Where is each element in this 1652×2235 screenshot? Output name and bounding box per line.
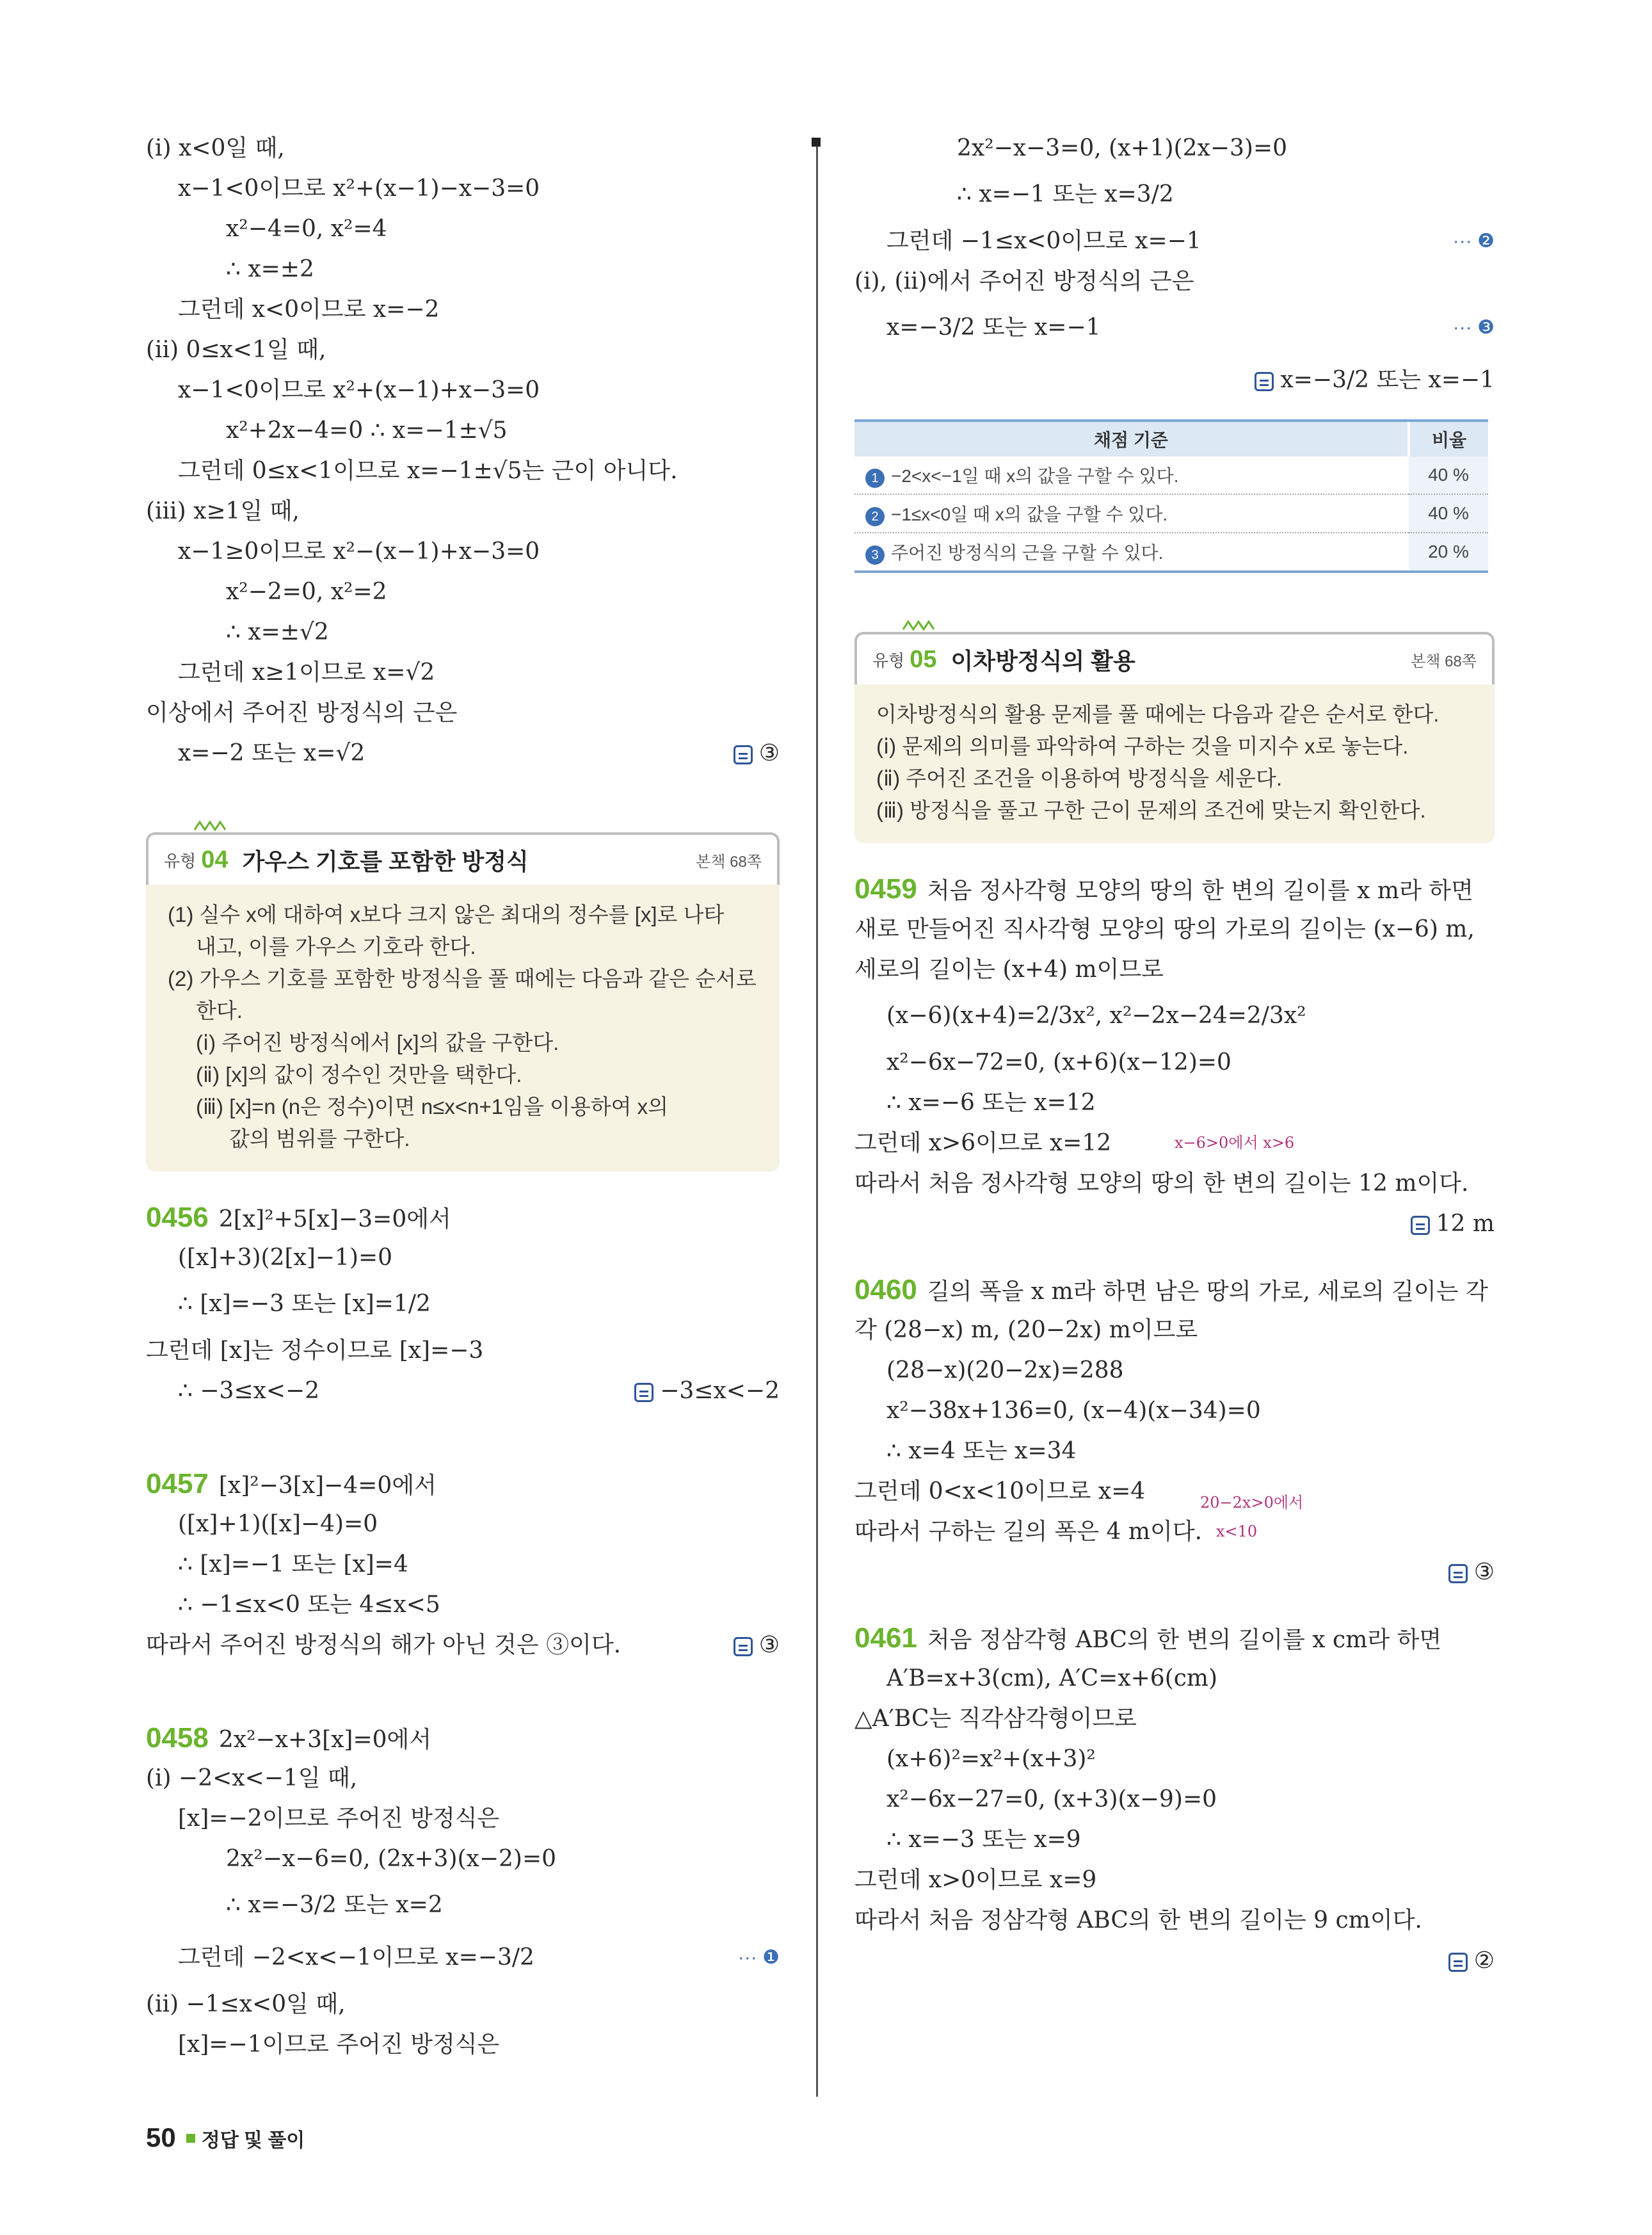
solution-line: ∴ x=±2 (226, 256, 314, 282)
spacer (854, 573, 1495, 625)
solution-text: 그런데 x>6이므로 x=12 (854, 1130, 1112, 1156)
grading-criterion (854, 533, 1409, 572)
solution-line (854, 302, 1495, 354)
solution-text: x=−3/2 또는 x=−1 (886, 314, 1101, 341)
solution-line: 새로 만들어진 직사각형 모양의 땅의 가로의 길이는 (x−6) m, (854, 916, 1475, 942)
margin-note: x<10 (1216, 1522, 1258, 1540)
answer-mark (734, 1625, 780, 1665)
grading-text: 주어진 방정식의 근을 구할 수 있다. (891, 543, 1164, 563)
solution-line: [x]=−1이므로 주어진 방정식은 (178, 2031, 500, 2058)
solution-line: x−1<0이므로 x²+(x−1)−x−3=0 (178, 175, 540, 202)
margin-note: 20−2x>0에서 (1200, 1494, 1304, 1512)
type-box-05 (854, 632, 1495, 843)
grading-criterion (854, 456, 1409, 494)
solution-line: A′B=x+3(cm), A′C=x+6(cm) (886, 1665, 1218, 1691)
spacer (146, 1411, 780, 1464)
answer-mark (854, 1940, 1495, 1981)
problem-number: 0457 (146, 1468, 209, 1499)
type-box-header (146, 832, 780, 885)
solution-line: 그런데 x>0이므로 x=9 (854, 1867, 1097, 1893)
solution-text: ∴ −3≤x<−2 (178, 1378, 320, 1404)
solution-line (146, 733, 780, 773)
type-reference: 본책 68쪽 (696, 853, 762, 871)
type-number: 04 (201, 846, 229, 873)
answer-value: ③ (758, 1632, 780, 1658)
footer-title: 정답 및 풀이 (201, 2130, 305, 2151)
answer-mark (854, 354, 1495, 407)
solution-text: 처음 정삼각형 ABC의 한 변의 길이를 x cm라 하면 (927, 1627, 1442, 1653)
solution-text: x=−2 또는 x=√2 (178, 740, 365, 766)
solution-line (854, 221, 1495, 261)
problem-number: 0460 (854, 1274, 917, 1305)
solution-line: 이상에서 주어진 방정식의 근은 (146, 700, 458, 726)
type-text: 이차방정식의 활용 문제를 풀 때에는 다음과 같은 순서로 한다. (876, 702, 1439, 726)
grading-header-row (854, 421, 1488, 456)
answer-icon (1448, 1953, 1468, 1972)
answer-icon (734, 745, 753, 764)
problem-0456 (146, 1197, 780, 1238)
grading-row (854, 533, 1488, 572)
solution-line: △A′BC는 직각삼각형이므로 (854, 1706, 1137, 1732)
solution-text: 처음 정사각형 모양의 땅의 한 변의 길이를 x m라 하면 (927, 878, 1473, 904)
answer-value: ③ (758, 740, 780, 766)
grading-row (854, 494, 1488, 533)
answer-value: −3≤x<−2 (660, 1378, 780, 1404)
solution-line: 2x²−x−6=0, (2x+3)(x−2)=0 (226, 1846, 557, 1872)
solution-line (854, 1123, 1495, 1163)
solution-line: 따라서 처음 정사각형 모양의 땅의 한 변의 길이는 12 m이다. (854, 1170, 1469, 1197)
step-circle: 3 (865, 545, 885, 565)
wave-icon (902, 618, 936, 632)
spacer (146, 1665, 780, 1718)
solution-text: 그런데 −1≤x<0이므로 x=−1 (886, 228, 1201, 254)
problem-0457 (146, 1464, 780, 1504)
solution-line: 그런데 0≤x<1이므로 x=−1±√5는 근이 아니다. (178, 458, 678, 484)
solution-text: 길의 폭을 x m라 하면 남은 땅의 가로, 세로의 길이는 각 (927, 1279, 1488, 1305)
solution-line: ∴ x=−3 또는 x=9 (886, 1827, 1081, 1853)
solution-line: (ⅱ) 0≤x<1일 때, (146, 337, 326, 363)
type-text: 내고, 이를 가우스 기호라 한다. (196, 935, 476, 958)
solution-line: 그런데 x≥1이므로 x=√2 (178, 659, 435, 686)
solution-text: 따라서 구하는 길의 폭은 4 m이다. (854, 1519, 1203, 1545)
solution-line (854, 1512, 1495, 1552)
solution-line (146, 1932, 780, 1984)
solution-line: 따라서 처음 정삼각형 ABC의 한 변의 길이는 9 cm이다. (854, 1907, 1422, 1933)
grading-row (854, 456, 1488, 494)
type-title: 이차방정식의 활용 (950, 647, 1135, 674)
spacer (146, 773, 780, 826)
solution-line: x²−2=0, x²=2 (226, 579, 387, 605)
divider-marker (812, 138, 821, 147)
answer-value: 12 m (1436, 1211, 1495, 1237)
solution-line: 2x²−x−3=0, (x+1)(2x−3)=0 (957, 135, 1288, 161)
spacer (854, 843, 1495, 869)
problem-number: 0458 (146, 1722, 209, 1754)
problem-0458 (146, 1718, 780, 1758)
problem-number: 0456 (146, 1202, 209, 1233)
type-text: (ⅲ) 방정식을 풀고 구한 근이 문제의 조건에 맞는지 확인한다. (876, 798, 1426, 822)
step-circle: 2 (865, 507, 885, 526)
problem-number: 0461 (854, 1622, 917, 1654)
type-text: (1) 실수 x에 대하여 x보다 크지 않은 최대의 정수를 [x]로 나타 (168, 903, 725, 926)
grading-text: −2<x<−1일 때 x의 값을 구할 수 있다. (891, 466, 1179, 486)
solution-text: [x]²−3[x]−4=0에서 (218, 1473, 437, 1499)
solution-line: x²−6x−27=0, (x+3)(x−9)=0 (886, 1786, 1217, 1812)
page-footer (146, 2122, 305, 2153)
step-marker-3: ··· ❸ (1452, 317, 1495, 338)
answer-mark (634, 1371, 780, 1411)
type-number: 05 (910, 645, 937, 673)
grading-header: 비율 (1409, 421, 1488, 456)
answer-mark (854, 1552, 1495, 1592)
answer-value: ③ (1473, 1559, 1495, 1585)
spacer (854, 1244, 1495, 1270)
solution-line: (28−x)(20−2x)=288 (886, 1357, 1124, 1384)
answer-icon (1255, 372, 1274, 391)
answer-value: ② (1473, 1948, 1495, 1974)
solution-line: ∴ x=−6 또는 x=12 (886, 1090, 1096, 1116)
footer-square-icon (186, 2134, 195, 2143)
type-text: (ⅰ) 문제의 의미를 파악하여 구하는 것을 미지수 x로 놓는다. (876, 734, 1409, 758)
solution-line: x²−6x−72=0, (x+6)(x−12)=0 (886, 1049, 1231, 1076)
solution-line: (x+6)²=x²+(x+3)² (886, 1746, 1096, 1772)
solution-line: ∴ [x]=−3 또는 [x]=1/2 (178, 1291, 431, 1317)
type-box-04 (146, 832, 780, 1172)
solution-line: (ⅱ) −1≤x<0일 때, (146, 1991, 346, 2017)
solution-line: ([x]+3)(2[x]−1)=0 (178, 1245, 393, 1271)
type-text: (ⅱ) [x]의 값이 정수인 것만을 택한다. (196, 1063, 522, 1086)
solution-line: (ⅲ) x≥1일 때, (146, 498, 300, 524)
spacer (854, 1592, 1495, 1618)
solution-line (146, 1625, 780, 1665)
type-text: (ⅲ) [x]=n (n은 정수)이면 n≤x<n+1임을 이용하여 x의 (196, 1095, 669, 1118)
solution-text: 2[x]²+5[x]−3=0에서 (218, 1206, 451, 1232)
answer-icon (634, 1383, 654, 1402)
left-column (146, 128, 780, 2065)
type-box-body (146, 885, 780, 1172)
type-title: 가우스 기호를 포함한 방정식 (242, 848, 529, 875)
type-box-body (854, 684, 1495, 843)
solution-text: 2x²−x+3[x]=0에서 (218, 1727, 432, 1753)
step-circle: 1 (865, 469, 885, 488)
solution-line: x−1<0이므로 x²+(x−1)+x−3=0 (178, 377, 540, 403)
margin-note: x−6>0에서 x>6 (1175, 1134, 1295, 1152)
solution-line: ∴ x=−3/2 또는 x=2 (226, 1892, 443, 1918)
solution-text: 그런데 0<x<10이므로 x=4 (854, 1478, 1146, 1505)
answer-mark (854, 1204, 1495, 1244)
grading-table (854, 419, 1488, 573)
type-label: 유형 (164, 851, 196, 871)
solution-line: 그런데 x<0이므로 x=−2 (178, 296, 440, 323)
grading-header: 채점 기준 (854, 421, 1409, 456)
solution-line: x²+2x−4=0 ∴ x=−1±√5 (226, 417, 508, 444)
grading-percent: 20 % (1409, 533, 1488, 572)
type-label: 유형 (872, 650, 905, 670)
solution-line: 각 (28−x) m, (20−2x) m이므로 (854, 1317, 1198, 1343)
step-marker-2: ··· ❷ (1452, 230, 1495, 252)
solution-line: ∴ [x]=−1 또는 [x]=4 (178, 1551, 408, 1577)
solution-line (854, 1471, 1495, 1512)
answer-mark (734, 733, 780, 773)
problem-number: 0459 (854, 873, 917, 905)
solution-line: ∴ −1≤x<0 또는 4≤x<5 (178, 1592, 440, 1618)
grading-criterion (854, 494, 1409, 533)
type-reference: 본책 68쪽 (1411, 652, 1477, 670)
problem-0459 (854, 869, 1495, 909)
problem-0461 (854, 1618, 1495, 1658)
solution-line: ∴ x=−1 또는 x=3/2 (957, 181, 1174, 207)
solution-line: [x]=−2이므로 주어진 방정식은 (178, 1805, 500, 1832)
type-box-header (854, 632, 1495, 684)
solution-line: ([x]+1)([x]−4)=0 (178, 1511, 378, 1537)
solution-line: (ⅰ), (ⅱ)에서 주어진 방정식의 근은 (854, 268, 1194, 295)
solution-text: 따라서 주어진 방정식의 해가 아닌 것은 ③이다. (146, 1632, 622, 1658)
spacer (146, 1172, 780, 1197)
wave-icon (193, 818, 228, 832)
grading-text: −1≤x<0일 때 x의 값을 구할 수 있다. (891, 504, 1168, 524)
type-text: 값의 범위를 구한다. (229, 1127, 410, 1150)
solution-line: x²−4=0, x²=4 (226, 216, 387, 242)
solution-line: ∴ x=4 또는 x=34 (886, 1438, 1077, 1464)
solution-line: (x−6)(x+4)=2/3x², x²−2x−24=2/3x² (886, 1003, 1306, 1029)
type-text: (2) 가우스 기호를 포함한 방정식을 풀 때에는 다음과 같은 순서로 (168, 967, 757, 990)
solution-line: 그런데 [x]는 정수이므로 [x]=−3 (146, 1337, 484, 1364)
answer-icon (734, 1637, 753, 1656)
answer-icon (1411, 1216, 1430, 1235)
answer-value: x=−3/2 또는 x=−1 (1280, 367, 1495, 393)
solution-text: 그런데 −2<x<−1이므로 x=−3/2 (178, 1944, 534, 1971)
solution-line: x²−38x+136=0, (x−4)(x−34)=0 (886, 1398, 1261, 1424)
type-text: 한다. (196, 999, 243, 1022)
solution-line: (ⅰ) x<0일 때, (146, 135, 285, 161)
solution-line: 세로의 길이는 (x+4) m이므로 (854, 956, 1164, 983)
grading-percent: 40 % (1409, 494, 1488, 533)
grading-percent: 40 % (1409, 456, 1488, 494)
type-text: (ⅱ) 주어진 조건을 이용하여 방정식을 세운다. (876, 766, 1283, 790)
solution-line: ∴ x=±√2 (226, 619, 329, 645)
solution-line: (ⅰ) −2<x<−1일 때, (146, 1765, 358, 1791)
problem-0460 (854, 1270, 1495, 1310)
column-divider (816, 138, 818, 2097)
step-marker-1: ··· ❶ (737, 1947, 780, 1968)
page-number: 50 (146, 2122, 176, 2152)
answer-icon (1448, 1564, 1468, 1583)
solution-line: x−1≥0이므로 x²−(x−1)+x−3=0 (178, 538, 540, 565)
right-column (854, 128, 1495, 1981)
type-text: (ⅰ) 주어진 방정식에서 [x]의 값을 구한다. (196, 1031, 559, 1054)
solution-line (146, 1371, 780, 1411)
